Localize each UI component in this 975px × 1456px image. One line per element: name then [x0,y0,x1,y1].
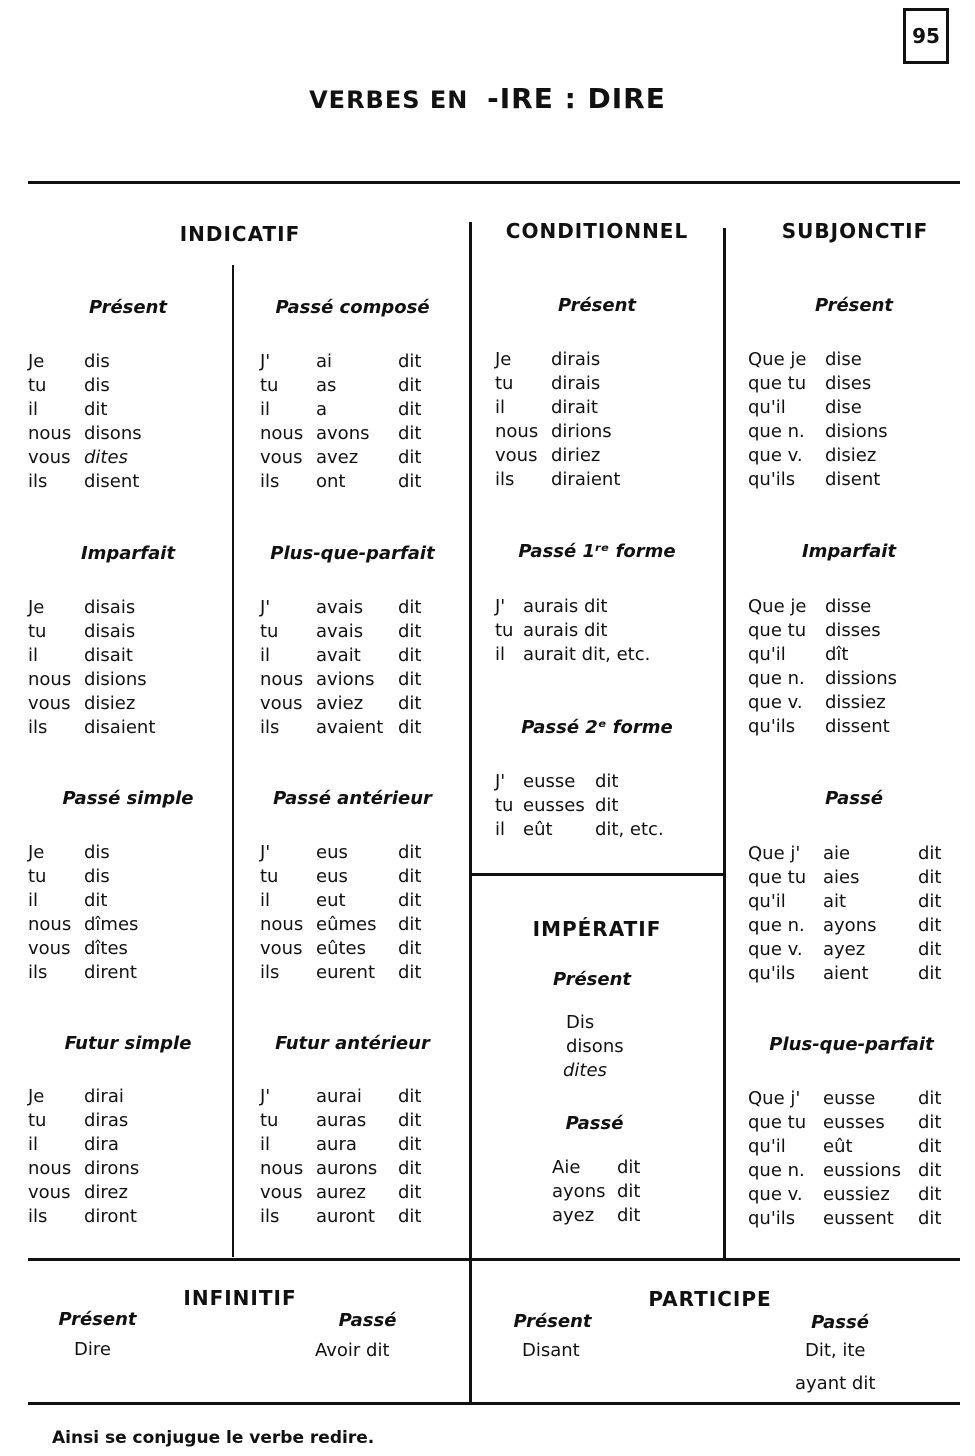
indicatif-futur-simple-label: Futur simple [64,1033,192,1054]
participe-heading: PARTICIPE [648,1287,772,1311]
page-title: VERBES EN -IRE : DIRE [309,82,666,115]
infinitif-passe-value: Avoir dit [315,1340,390,1361]
indicatif-heading: INDICATIF [179,222,301,246]
conditionnel-passe1-label: Passé 1ʳᵉ forme [518,541,676,562]
conditionnel-heading: CONDITIONNEL [505,219,689,243]
conditionnel-left-rule [469,222,472,1402]
indicatif-futur-anterieur-label: Futur antérieur [275,1033,430,1054]
indicatif-present-label: Présent [88,297,168,318]
participe-passe-label: Passé [811,1312,869,1333]
imperatif-top-rule [469,873,726,876]
subjonctif-heading: SUBJONCTIF [781,219,929,243]
infinitif-heading: INFINITIF [183,1286,297,1310]
imperatif-present-label: Présent [552,969,632,990]
participe-present-value: Disant [522,1340,580,1361]
subjonctif-present-label: Présent [814,295,894,316]
imperatif-heading: IMPÉRATIF [532,917,662,941]
infinitif-present-label: Présent [58,1309,137,1330]
subjonctif-passe-label: Passé [825,788,883,809]
top-rule [28,181,960,184]
subjonctif-imparfait-label: Imparfait [801,541,897,562]
participe-passe-value: Dit, ite [805,1340,866,1361]
page-number: 95 [903,8,949,64]
indicatif-passe-compose-label: Passé composé [275,297,430,318]
middle-rule [28,1258,960,1261]
infinitif-passe-label: Passé [338,1310,397,1331]
conditionnel-passe2-label: Passé 2ᵉ forme [521,717,673,738]
conditionnel-present-label: Présent [557,295,637,316]
subjonctif-plus-que-parfait-label: Plus-que-parfait [769,1034,934,1055]
indicatif-passe-anterieur-label: Passé antérieur [273,788,432,809]
participe-passe-value-2: ayant dit [795,1373,876,1394]
indicatif-divider [232,265,234,1257]
bottom-rule [28,1402,960,1405]
participe-present-label: Présent [513,1311,592,1332]
indicatif-passe-simple-label: Passé simple [62,788,194,809]
conditionnel-right-rule [723,228,726,1260]
footer-note: Ainsi se conjugue le verbe redire. [52,1428,375,1448]
imperatif-passe-label: Passé [565,1113,624,1134]
indicatif-plus-que-parfait-label: Plus-que-parfait [270,543,435,564]
infinitif-present-value: Dire [74,1339,111,1360]
indicatif-imparfait-label: Imparfait [80,543,176,564]
